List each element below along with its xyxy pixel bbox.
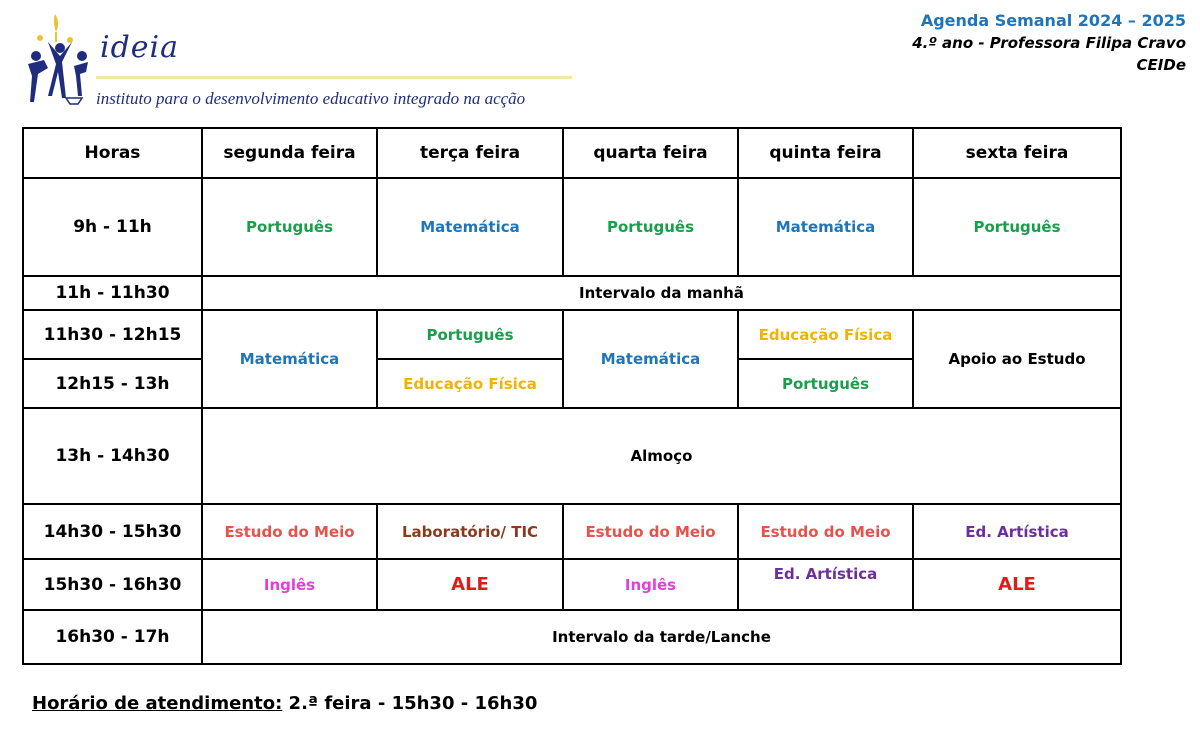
subject-cell: Educação Física: [738, 310, 913, 359]
table-row: [23, 504, 1121, 559]
subject-cell: Estudo do Meio: [563, 504, 738, 559]
header-cell-horas: Horas: [23, 128, 202, 178]
break-cell-afternoon: Intervalo da tarde/Lanche: [202, 610, 1121, 664]
header-cell-segunda: segunda feira: [202, 128, 377, 178]
subject-cell: Português: [377, 310, 563, 359]
document-header: [912, 10, 1186, 76]
ideia-logo-icon: [26, 12, 94, 112]
subject-cell: Inglês: [563, 559, 738, 610]
agenda-title: Agenda Semanal 2024 – 2025: [920, 11, 1186, 30]
table-row: [23, 310, 1121, 359]
office-hours-value: 2.ª feira - 15h30 - 16h30: [282, 693, 538, 714]
logo-tagline: instituto para o desenvolvimento educativo integrado na acção: [96, 89, 526, 108]
subject-cell: Ed. Artística: [738, 559, 913, 610]
subject-cell: Português: [913, 178, 1121, 276]
logo-divider: [96, 76, 572, 79]
table-header-row: [23, 128, 1121, 178]
subject-cell: Português: [202, 178, 377, 276]
time-cell: 16h30 - 17h: [23, 610, 202, 664]
time-cell: 9h - 11h: [23, 178, 202, 276]
logo-name: ideia: [100, 30, 180, 65]
subject-cell: Matemática: [738, 178, 913, 276]
subject-cell: ALE: [913, 559, 1121, 610]
office-hours: [32, 693, 537, 714]
subject-cell: Estudo do Meio: [202, 504, 377, 559]
subject-cell: Matemática: [563, 310, 738, 408]
subject-cell: Matemática: [377, 178, 563, 276]
subject-cell: Estudo do Meio: [738, 504, 913, 559]
subject-cell: Ed. Artística: [913, 504, 1121, 559]
table-row: [23, 610, 1121, 664]
weekly-timetable: [22, 127, 1122, 665]
time-cell: 13h - 14h30: [23, 408, 202, 504]
time-cell: 11h30 - 12h15: [23, 310, 202, 359]
header-cell-quinta: quinta feira: [738, 128, 913, 178]
time-cell: 12h15 - 13h: [23, 359, 202, 408]
table-row: [23, 408, 1121, 504]
time-cell: 14h30 - 15h30: [23, 504, 202, 559]
break-cell-morning: Intervalo da manhã: [202, 276, 1121, 310]
class-teacher: 4.º ano - Professora Filipa Cravo: [912, 34, 1186, 52]
table-row: [23, 178, 1121, 276]
subject-cell: Apoio ao Estudo: [913, 310, 1121, 408]
school-name: CEIDe: [1136, 56, 1186, 74]
subject-cell: Português: [738, 359, 913, 408]
subject-cell: Educação Física: [377, 359, 563, 408]
subject-cell: Matemática: [202, 310, 377, 408]
time-cell: 11h - 11h30: [23, 276, 202, 310]
subject-cell: ALE: [377, 559, 563, 610]
time-cell: 15h30 - 16h30: [23, 559, 202, 610]
header-cell-quarta: quarta feira: [563, 128, 738, 178]
subject-cell: Português: [563, 178, 738, 276]
header-cell-terca: terça feira: [377, 128, 563, 178]
table-row: [23, 276, 1121, 310]
header-cell-sexta: sexta feira: [913, 128, 1121, 178]
office-hours-label: Horário de atendimento:: [32, 693, 283, 714]
subject-cell: Laboratório/ TIC: [377, 504, 563, 559]
subject-cell: Inglês: [202, 559, 377, 610]
table-row: [23, 559, 1121, 610]
lunch-cell: Almoço: [202, 408, 1121, 504]
